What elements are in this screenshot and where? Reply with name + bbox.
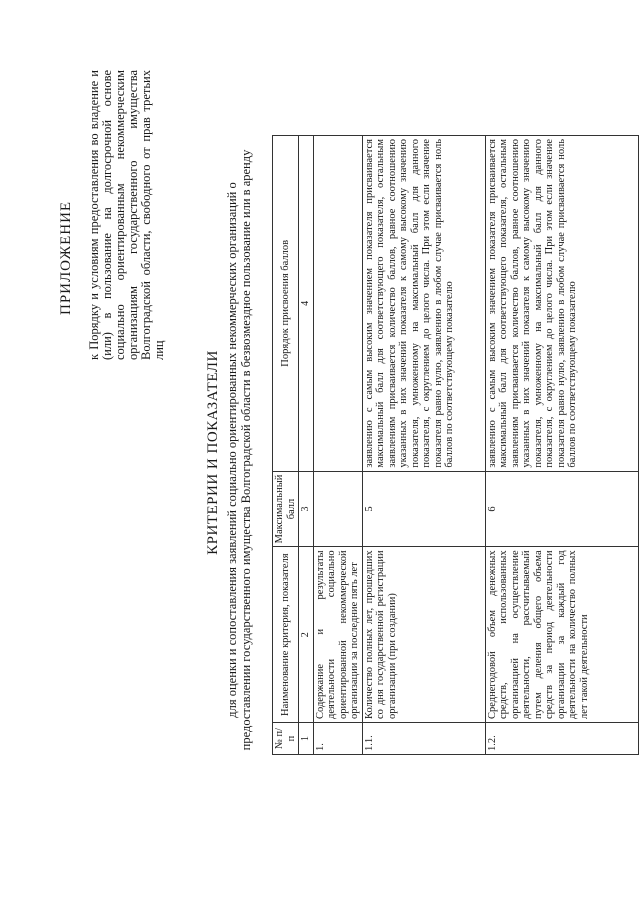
column-number: 3 [299, 471, 314, 547]
header-number: № п/п [273, 722, 299, 754]
table-row [485, 136, 638, 755]
criteria-table [272, 135, 639, 755]
max-score: 5 [362, 471, 485, 547]
table-column-numbers-row [299, 136, 314, 755]
row-number: 1. [313, 722, 362, 754]
column-number: 1 [299, 722, 314, 754]
max-score: 6 [485, 471, 638, 547]
table-row [313, 136, 362, 755]
column-number: 2 [299, 547, 314, 723]
table-header-row [273, 136, 299, 755]
scoring-order: заявлению с самым высоким значением показателя присваивается максимальный балл для соответствующего показателя, остальным заявлениям присваивается количество баллов, равное соотношению указанных в них значений показателя к самому высокому значению показателя, умноженному на максимальный балл для данного показателя, с округлением до целого числа. При этом если значение показателя равно нулю, заявлению в любом случае присваивается ноль баллов по соответствующему показателю [485, 136, 638, 472]
row-number: 1.2. [485, 722, 638, 754]
appendix-title: ПРИЛОЖЕНИЕ [58, 200, 74, 315]
max-score [313, 471, 362, 547]
appendix-reference-text: к Порядку и условиям предоставления во владение и (или) в пользование на долгосрочной основе социально ориентированным некоммерческим организациям государственного имущества Волгоградской области, свободного от прав третьих лиц [87, 70, 166, 360]
row-number: 1.1. [362, 722, 485, 754]
criterion-name: Среднегодовой объем денежных средств, использованных организацией на осуществление деятельности, рассчитываемый путем деления общего объема средств за период деятельности организации за каждый год деятельности на количество полных лет такой деятельности [485, 547, 638, 723]
document-title: КРИТЕРИИ И ПОКАЗАТЕЛИ [205, 350, 221, 555]
header-max-score: Максимальный балл [273, 471, 299, 547]
scoring-order [313, 136, 362, 472]
document-subtitle: для оценки и сопоставления заявлений социально ориентированных некоммерческих организаций о предоставлении государственного имущества Волгоградской области в безвозмездное пользование или в аренду [225, 149, 253, 751]
table-row [362, 136, 485, 755]
column-number: 4 [299, 136, 314, 472]
header-scoring-order: Порядок присвоения баллов [273, 136, 299, 472]
header-criterion-name: Наименование критерия, показателя [273, 547, 299, 723]
criterion-name: Количество полных лет, прошедших со дня государственной регистрации организации (при создании) [362, 547, 485, 723]
scoring-order: заявлению с самым высоким значением показателя присваивается максимальный балл для соответствующего показателя, остальным заявлениям присваивается количество баллов, равное соотношению указанных в них значений показателя к самому высокому значению показателя, умноженному на максимальный балл для данного показателя, с округлением до целого числа. При этом если значение показателя равно нулю, заявлению в любом случае присваивается ноль баллов по соответствующему показателю [362, 136, 485, 472]
criterion-name: Содержание и результаты деятельности социально ориентированной некоммерческой организации за последние пять лет [313, 547, 362, 723]
